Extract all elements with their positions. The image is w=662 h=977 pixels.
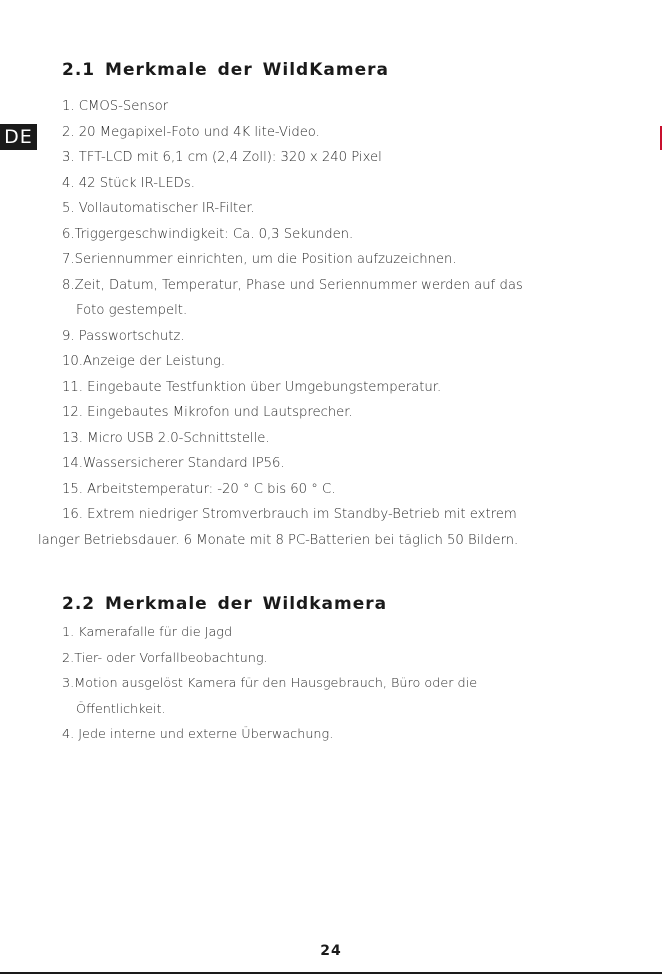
list-item: 2. 20 Megapixel-Foto und 4K lite-Video. [62, 124, 320, 140]
section-title-features: 2.1 Merkmale der WildKamera [62, 60, 389, 80]
list-item: 1. Kamerafalle für die Jagd [62, 625, 233, 640]
list-item: 2.Tier- oder Vorfallbeobachtung. [62, 650, 268, 666]
list-item: 10.Anzeige der Leistung. [62, 354, 226, 369]
bottom-rule [0, 972, 662, 974]
list-item-continuation: Foto gestempelt. [76, 303, 188, 318]
list-item: 4. Jede interne und externe Überwachung. [62, 727, 334, 742]
list-item: 7.Seriennummer einrichten, um die Position aufzuzeichnen. [62, 252, 457, 267]
list-item: 12. Eingebautes Mikrofon und Lautsprecher. [62, 405, 353, 420]
list-item: 13. Micro USB 2.0-Schnittstelle. [62, 430, 270, 446]
list-item: 5. Vollautomatischer IR-Filter. [62, 201, 255, 216]
use-list [62, 620, 477, 748]
list-item-continuation: langer Betriebsdauer. 6 Monate mit 8 PC-Batterien bei täglich 50 Bildern. [38, 532, 519, 548]
list-item: 8.Zeit, Datum, Temperatur, Phase und Seriennummer werden auf das [62, 277, 523, 293]
list-item: 3.Motion ausgelöst Kamera für den Hausgebrauch, Büro oder die [62, 676, 478, 691]
list-item: 14.Wassersicherer Standard IP56. [62, 456, 285, 471]
feature-list [38, 94, 523, 553]
list-item: 9. Passwortschutz. [62, 328, 185, 344]
page-number: 24 [320, 943, 342, 959]
section-title-uses: 2.2 Merkmale der Wildkamera [62, 594, 388, 614]
list-item: 6.Triggergeschwindigkeit: Ca. 0,3 Sekunden. [62, 226, 354, 242]
list-item: 3. TFT-LCD mit 6,1 cm (2,4 Zoll): 320 x 240 Pixel [62, 150, 382, 165]
list-item: 1. CMOS-Sensor [62, 99, 169, 114]
list-item: 11. Eingebaute Testfunktion über Umgebungstemperatur. [62, 379, 442, 395]
language-tab: DE [0, 124, 37, 150]
list-item: 4. 42 Stück IR-LEDs. [62, 175, 195, 191]
list-item-continuation: Öffentlichkeit. [76, 701, 166, 717]
list-item: 15. Arbeitstemperatur: -20 ° C bis 60 ° C. [62, 481, 336, 497]
list-item: 16. Extrem niedriger Stromverbrauch im Standby-Betrieb mit extrem [62, 507, 517, 522]
